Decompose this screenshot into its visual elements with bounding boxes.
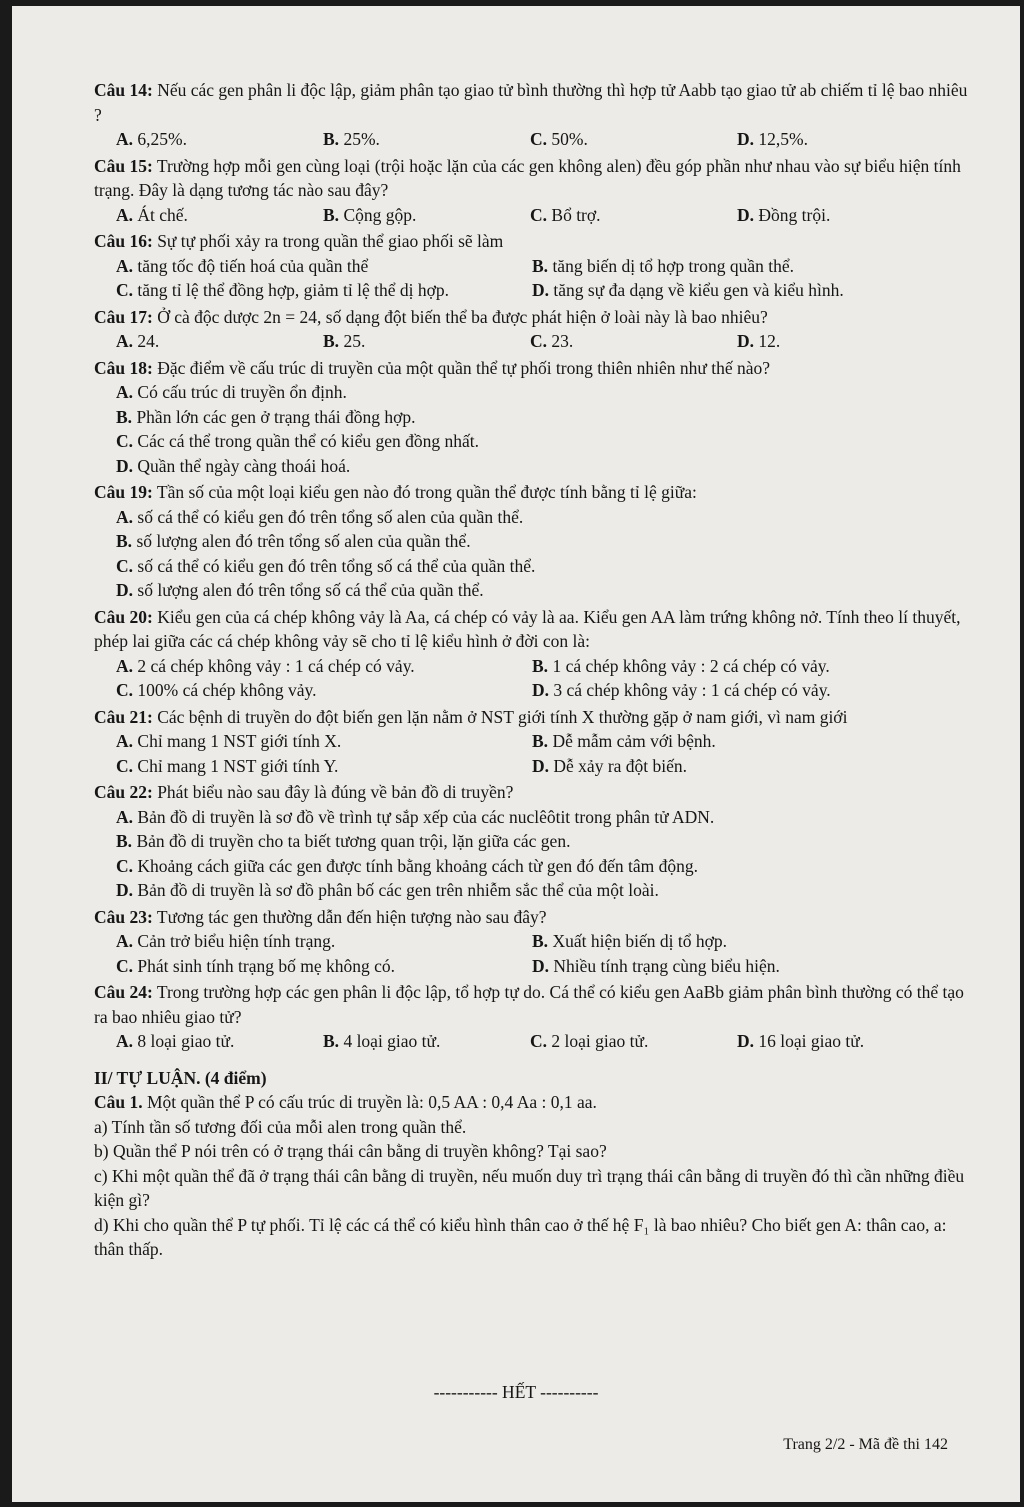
question-block [94,356,974,479]
option-text: số cá thể có kiểu gen đó trên tổng số alen của quần thể. [133,506,524,527]
option-letter: A. [116,1031,134,1051]
option-text: Bản đồ di truyền cho ta biết tương quan trội, lặn giữa các gen. [132,831,571,851]
option-text: 6,25%. [133,129,187,149]
question-stem [94,980,974,1029]
option-text: Nhiều tính trạng cùng biểu hiện. [549,955,780,976]
question-text: Kiểu gen của cá chép không vảy là Aa, cá chép có vảy là aa. Kiểu gen AA làm trứng không nở. Tính theo lí thuyết, phép lai giữa các cá chép không vảy sẽ cho tỉ lệ kiểu hình ở đời con là: [94,606,961,651]
option-letter: C. [116,855,134,876]
answer-option [116,578,974,603]
option-text: Bản đồ di truyền là sơ đồ phân bố các gen trên nhiễm sắc thể của một loài. [133,880,659,900]
answer-option [116,254,532,279]
answer-option [737,329,944,354]
question-block [94,78,974,152]
answer-option [532,954,780,979]
option-text: 25. [339,331,366,351]
answer-option [530,203,737,228]
question-stem [94,905,974,930]
answer-option [116,754,532,779]
question-label: Câu 23: [94,906,153,927]
option-text: Cản trở biểu hiện tính trạng. [133,931,336,951]
question-label: Câu 15: [94,155,153,176]
option-text: Chỉ mang 1 NST giới tính Y. [133,755,339,776]
answer-option [116,678,532,703]
option-text: Có cấu trúc di truyền ổn định. [133,382,347,402]
question-text: Tương tác gen thường dẫn đến hiện tượng nào sau đây? [152,906,547,927]
options-row [116,278,974,303]
option-text: 8 loại giao tử. [133,1031,235,1051]
option-text: 100% cá chép không vảy. [133,680,317,700]
options-row [116,254,974,279]
question-label: Câu 22: [94,782,153,802]
option-text: Phần lớn các gen ở trạng thái đồng hợp. [132,406,416,427]
question-label: Câu 19: [94,482,153,502]
question-text: Sự tự phối xảy ra trong quần thể giao phối sẽ làm [152,231,504,251]
option-letter: B. [116,531,133,551]
option-letter: A. [116,655,134,676]
answer-option [532,729,716,754]
exam-sheet [12,6,1020,1502]
question-stem [94,305,974,330]
question-block [94,980,974,1054]
option-letter: C. [116,280,134,300]
option-letter: A. [116,331,134,351]
question-text: Tần số của một loại kiểu gen nào đó trong quần thể được tính bằng tỉ lệ giữa: [152,482,697,502]
answer-option [530,329,737,354]
options-row [116,754,974,779]
question-stem [94,78,974,127]
answer-option [116,805,974,830]
option-text: 2 cá chép không vảy : 1 cá chép có vảy. [133,655,415,676]
essay-part: d) Khi cho quần thể P tự phối. Tỉ lệ các cá thể có kiểu hình thân cao ở thế hệ F₁ là bao nhiêu? Cho biết gen A: thân cao, a: thân thấp. [94,1214,947,1259]
option-letter: B. [116,406,133,427]
answer-option [530,1029,737,1054]
option-letter: D. [116,580,134,600]
answer-option [116,380,974,405]
option-letter: B. [323,1031,340,1051]
answer-option [116,654,532,679]
option-text: Át chế. [133,204,188,225]
question-label: Câu 14: [94,80,153,100]
option-text: 4 loại giao tử. [339,1031,441,1051]
question-stem [94,356,974,381]
question-block [94,605,974,703]
answer-option [116,1029,323,1054]
option-letter: A. [116,129,134,149]
answer-option [323,203,530,228]
option-letter: D. [116,455,134,476]
essay-question-label: Câu 1. [94,1092,143,1112]
option-letter: D. [116,880,134,900]
option-text: tăng tỉ lệ thể đồng hợp, giảm tỉ lệ thể dị hợp. [133,280,449,300]
option-letter: D. [532,955,550,976]
option-letter: D. [737,331,755,351]
option-text: 2 loại giao tử. [547,1031,649,1051]
option-letter: B. [323,204,340,225]
answer-option [532,929,727,954]
option-text: Các cá thể trong quần thể có kiểu gen đồng nhất. [133,431,480,451]
question-block [94,154,974,228]
question-stem [94,229,974,254]
question-label: Câu 16: [94,231,153,251]
option-letter: B. [532,255,549,276]
option-letter: D. [737,129,755,149]
answer-option [532,754,687,779]
option-text: tăng tốc độ tiến hoá của quần thể [133,255,369,276]
answer-option [116,729,532,754]
option-text: Khoảng cách giữa các gen được tính bằng khoảng cách từ gen đó đến tâm động. [133,855,698,876]
options-row [116,654,974,679]
answer-option [116,529,974,554]
option-text: Phát sinh tính trạng bố mẹ không có. [133,955,396,976]
question-block [94,229,974,303]
options-row [116,127,974,152]
essay-part: a) Tính tần số tương đối của mỗi alen trong quần thể. [94,1116,467,1137]
answer-option [116,854,974,879]
options-row [116,203,974,228]
question-stem [94,780,974,805]
option-text: Bổ trợ. [547,204,601,225]
option-text: Đồng trội. [754,204,831,225]
answer-option [116,429,974,454]
option-letter: B. [532,731,549,751]
option-text: 16 loại giao tử. [754,1031,865,1051]
option-text: Dễ mẫm cảm với bệnh. [548,731,716,751]
options-row [116,954,974,979]
question-block [94,780,974,903]
option-letter: C. [116,955,134,976]
answer-option [532,254,794,279]
option-letter: C. [116,755,134,776]
question-block [94,705,974,779]
option-letter: C. [530,204,548,225]
option-letter: A. [116,382,134,402]
option-letter: D. [532,280,550,300]
option-text: 12,5%. [754,129,808,149]
option-letter: B. [532,931,549,951]
options-row [116,678,974,703]
question-text: Nếu các gen phân li độc lập, giảm phân tạo giao tử bình thường thì hợp tử Aabb tạo giao tử ab chiếm tỉ lệ bao nhiêu ? [94,80,968,125]
essay-question [94,1090,974,1115]
answer-option [116,954,532,979]
option-text: Dễ xảy ra đột biến. [549,755,688,776]
question-label: Câu 24: [94,982,153,1002]
answer-option [532,678,831,703]
answer-option [737,127,944,152]
option-text: 25%. [339,129,380,149]
answer-option [737,1029,944,1054]
option-letter: A. [116,506,134,527]
question-label: Câu 17: [94,306,153,327]
option-letter: A. [116,806,134,827]
option-letter: A. [116,931,134,951]
answer-option [116,203,323,228]
option-text: Quần thể ngày càng thoái hoá. [133,455,351,476]
options-row [116,329,974,354]
answer-option [116,278,532,303]
answer-option [530,127,737,152]
answer-option [323,329,530,354]
option-text: Cộng gộp. [339,204,417,225]
answer-option [116,329,323,354]
option-letter: C. [530,331,548,351]
answer-option [116,929,532,954]
page-footer: Trang 2/2 - Mã đề thi 142 [783,1436,948,1453]
answer-option [323,1029,530,1054]
option-text: Chỉ mang 1 NST giới tính X. [133,731,342,751]
question-block [94,305,974,354]
options-row [116,729,974,754]
answer-option [323,127,530,152]
option-text: 3 cá chép không vảy : 1 cá chép có vảy. [549,680,831,700]
option-text: tăng sự đa dạng về kiểu gen và kiểu hình. [549,280,844,300]
end-marker: ----------- HẾT ---------- [433,1382,599,1402]
option-text: 12. [754,331,781,351]
question-stem [94,605,974,654]
option-letter: C. [116,680,134,700]
answer-option [737,203,944,228]
question-label: Câu 21: [94,706,153,727]
option-text: 50%. [547,129,588,149]
option-letter: D. [737,1031,755,1051]
question-stem [94,480,974,505]
answer-option [116,505,974,530]
essay-part: b) Quần thể P nói trên có ở trạng thái cân bằng di truyền không? Tại sao? [94,1141,607,1161]
question-text: Trường hợp mỗi gen cùng loại (trội hoặc lặn của các gen không alen) đều góp phần như nhau vào sự biểu hiện tính trạng. Đây là dạng tương tác nào sau đây? [94,155,961,200]
question-text: Ở cà độc dược 2n = 24, số dạng đột biến thể ba được phát hiện ở loài này là bao nhiêu? [152,306,768,327]
question-label: Câu 18: [94,357,153,378]
question-text: Các bệnh di truyền do đột biến gen lặn nằm ở NST giới tính X thường gặp ở nam giới, vì nam giới [152,706,848,727]
essay-question-text: Một quần thể P có cấu trúc di truyền là: 0,5 AA : 0,4 Aa : 0,1 aa. [142,1092,597,1112]
essay-part: c) Khi một quần thể đã ở trạng thái cân bằng di truyền, nếu muốn duy trì trạng thái cân bằng di truyền đó thì cần những điều kiện gì? [94,1165,965,1210]
option-letter: B. [116,831,133,851]
answer-option [532,654,830,679]
answer-option [116,554,974,579]
option-letter: B. [532,655,549,676]
essay-section-title: II/ TỰ LUẬN. (4 điểm) [94,1067,267,1088]
option-text: Xuất hiện biến dị tổ hợp. [548,931,727,951]
answer-option [116,829,974,854]
question-label: Câu 20: [94,606,153,627]
option-text: Bản đồ di truyền là sơ đồ về trình tự sắp xếp của các nuclêôtit trong phân tử ADN. [133,806,715,827]
options-row [116,929,974,954]
question-text: Trong trường hợp các gen phân li độc lập, tổ hợp tự do. Cá thể có kiểu gen AaBb giảm phân bình thường có thể tạo ra bao nhiêu giao tử? [94,982,964,1027]
question-text: Phát biểu nào sau đây là đúng về bản đồ di truyền? [152,782,514,802]
option-text: số lượng alen đó trên tổng số cá thể của quần thể. [133,580,484,600]
answer-option [116,405,974,430]
question-block [94,480,974,603]
answer-option [116,127,323,152]
option-letter: A. [116,255,134,276]
option-letter: D. [532,755,550,776]
option-letter: C. [116,431,134,451]
question-text: Đặc điểm về cấu trúc di truyền của một quần thể tự phối trong thiên nhiên như thế nào? [152,357,771,378]
option-text: 24. [133,331,160,351]
option-letter: D. [737,204,755,225]
option-letter: C. [530,129,548,149]
answer-option [116,878,974,903]
question-stem [94,705,974,730]
exam-content [94,78,974,1262]
option-text: số cá thể có kiểu gen đó trên tổng số cá thể của quần thể. [133,555,536,576]
option-text: tăng biến dị tổ hợp trong quần thể. [548,255,795,276]
question-block [94,905,974,979]
option-letter: B. [323,129,340,149]
option-letter: A. [116,731,134,751]
option-letter: B. [323,331,340,351]
option-letter: A. [116,204,134,225]
option-letter: C. [116,555,134,576]
option-letter: D. [532,680,550,700]
answer-option [116,454,974,479]
option-text: 1 cá chép không vảy : 2 cá chép có vảy. [548,655,830,676]
options-row [116,1029,974,1054]
option-text: số lượng alen đó trên tổng số alen của quần thể. [132,531,471,551]
answer-option [532,278,844,303]
option-text: 23. [547,331,574,351]
question-stem [94,154,974,203]
option-letter: C. [530,1031,548,1051]
